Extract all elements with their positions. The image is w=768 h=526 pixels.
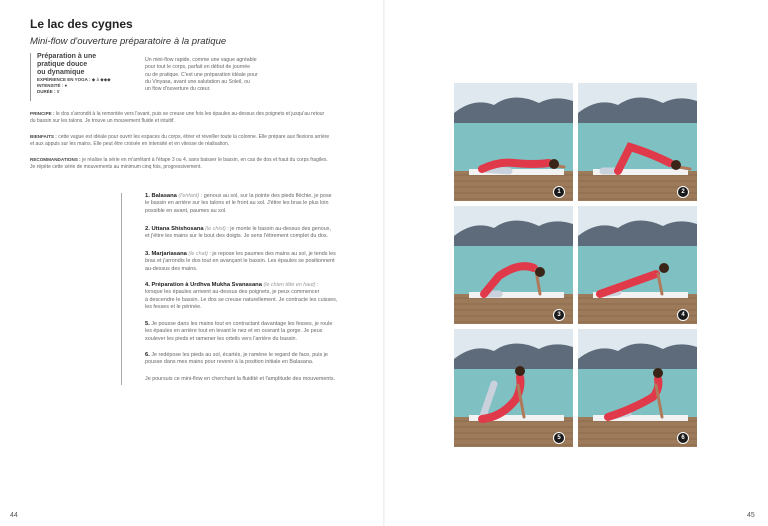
info-box-title-line: pratique douce	[37, 61, 88, 68]
book-gutter	[383, 0, 385, 526]
experience-label: EXPÉRIENCE EN YOGA :	[37, 77, 91, 82]
principle-line: le dos s'arrondit à la remontée vers l'avant, puis se creuse une fois les épaules au-dessus des poignets et jusqu'au retour	[55, 111, 325, 117]
step-line: soulever les pieds et ramener les orteils vers l'arrière du bassin.	[145, 335, 298, 342]
duration-label: DURÉE :	[37, 89, 56, 94]
lake	[578, 246, 697, 296]
step-line: les épaules en arrière tout en levant le nez et en ouvrant la gorge. Je peux	[145, 328, 323, 335]
page-number-right: 45	[747, 512, 755, 519]
photo-illustration	[454, 206, 573, 324]
figure-head	[515, 366, 525, 376]
photo-illustration	[578, 329, 697, 447]
step-line: bras et j'arrondis le dos tout en avançant le bassin. Les épaules se positionnent	[145, 258, 335, 265]
step-5	[145, 321, 357, 343]
intro-line: pour tout le corps, parfait en début de journée	[145, 64, 250, 71]
step-number: 3. Marjariasana	[145, 251, 187, 257]
intro-line: Un mini-flow rapide, comme une vague agréable	[145, 57, 257, 63]
lake	[454, 369, 573, 419]
photo-badge: 5	[553, 432, 565, 444]
step-line: : je monte le bassin au-dessus des genoux,	[225, 226, 331, 232]
step-6	[145, 352, 357, 367]
step-line: : je repose les paumes des mains au sol, je tends les	[207, 251, 336, 257]
step-number: 2. Uttana Shishosana	[145, 226, 204, 232]
benefits-line: et aux appuis sur les mains. Elle peut être croisée en intensité et en vitesse de réalisation.	[30, 141, 230, 148]
intro-line: du Vinyasa, avant une salutation au Soleil, ou	[145, 78, 250, 85]
step-line: Je pousse dans les mains tout en contractant davantage les fesses, je roule	[149, 321, 333, 327]
step-number: 6.	[145, 352, 150, 358]
photo-badge: 1	[553, 186, 565, 198]
photo-illustration	[454, 83, 573, 201]
info-box-title-line: Préparation à une	[37, 53, 97, 60]
benefits-paragraph	[30, 133, 360, 148]
steps-list	[121, 193, 358, 385]
step-number: 1. Balasana	[145, 193, 177, 199]
photo-step-3	[454, 206, 573, 324]
step-line: les fesses et le périnée.	[145, 303, 202, 310]
figure-head	[535, 267, 545, 277]
step-3	[145, 251, 357, 273]
duration-value: 5'	[56, 89, 61, 94]
figure-head	[659, 263, 669, 273]
page-subtitle: Mini-flow d'ouverture préparatoire à la pratique	[30, 36, 227, 47]
photo-badge: 6	[677, 432, 689, 444]
step-line: possible en avant, paumes au sol.	[145, 207, 227, 214]
recommendations-paragraph	[30, 156, 360, 171]
intensity-value: ●	[64, 83, 68, 88]
step-line: au-dessus des mains.	[145, 265, 198, 272]
step-line: :	[315, 282, 319, 288]
step-note: (le chat)	[188, 251, 208, 257]
step-line: : genoux au sol, sur la pointe des pieds fléchie, je pose	[199, 193, 332, 199]
step-line: et j'étire les mains sur le bout des doigts. Je sens l'étirement complet du dos.	[145, 233, 329, 240]
intensity-label: INTENSITÉ :	[37, 83, 64, 88]
intro-line: un flow d'ouverture du cœur.	[145, 86, 211, 93]
recommendations-line: Je répète cette série de mouvements au minimum cinq fois, progressivement.	[30, 164, 202, 171]
intro-text	[145, 57, 275, 93]
step-line: à descendre le bassin. Le dos se creuse naturellement. Je contracte les cuisses,	[145, 296, 338, 303]
figure-head	[653, 368, 663, 378]
page-title: Le lac des cygnes	[30, 17, 133, 31]
closing-text: Je poursuis ce mini-flow en cherchant la fluidité et l'amplitude des mouvements.	[145, 376, 336, 382]
photo-step-1	[454, 83, 573, 201]
step-line: Je redépose les pieds au sol, écartés, je ramène le regard de face, puis je	[149, 352, 328, 358]
step-line: lorsque les épaules arrivent au-dessus des poignets, je peux commencer	[145, 289, 320, 296]
photo-badge: 4	[677, 309, 689, 321]
step-line: pousse dans mes mains pour revenir à la position initiale en Balasana.	[145, 359, 314, 366]
step-note: (l'enfant)	[178, 193, 200, 199]
info-box	[30, 53, 119, 101]
step-number: 4. Préparation à Urdhva Mukha Svanasana	[145, 282, 262, 288]
photo-badge: 3	[553, 309, 565, 321]
recommendations-line: je réalise la série en m'arrêtant à l'étape 3 ou 4, sans baisser le bassin, en cas de dos et haut du corps fragiles.	[82, 157, 328, 163]
step-line: le bassin en arrière sur les talons et le front au sol. J'étire les bras le plus loin	[145, 200, 329, 207]
photo-step-4	[578, 206, 697, 324]
benefits-label: BIENFAITS :	[30, 134, 57, 139]
step-2	[145, 226, 357, 241]
step-note: (le chien tête en haut)	[263, 282, 316, 288]
photo-step-5	[454, 329, 573, 447]
principle-label: PRINCIPE :	[30, 111, 55, 116]
photo-illustration	[578, 83, 697, 201]
photo-illustration	[454, 329, 573, 447]
photo-step-6	[578, 329, 697, 447]
photo-step-2	[578, 83, 697, 201]
duration-row	[37, 89, 119, 95]
recommendations-label: RECOMMANDATIONS :	[30, 157, 81, 162]
photo-illustration	[578, 206, 697, 324]
benefits-line: cette vague est idéale pour ouvrir les espaces du corps, étirer et réveiller toute la colonne. Elle prépare aux flexions arrière	[58, 134, 330, 140]
figure-head	[549, 159, 559, 169]
principle-line: du bassin sur les talons. Je trouve un mouvement fluide et intuitif.	[30, 118, 175, 125]
lake	[578, 369, 697, 419]
step-1	[145, 193, 357, 215]
figure-head	[671, 160, 681, 170]
page-number-left: 44	[10, 512, 18, 519]
info-box-title-line: ou dynamique	[37, 69, 85, 76]
photo-badge: 2	[677, 186, 689, 198]
principle-paragraph	[30, 110, 360, 125]
experience-value: ◆ à ◆◆◆	[91, 77, 111, 82]
step-4	[145, 282, 357, 311]
intro-line: ou de pratique. C'est une préparation idéale pour	[145, 71, 258, 78]
step-note: (le chiot)	[205, 226, 226, 232]
step-number: 5.	[145, 321, 150, 327]
